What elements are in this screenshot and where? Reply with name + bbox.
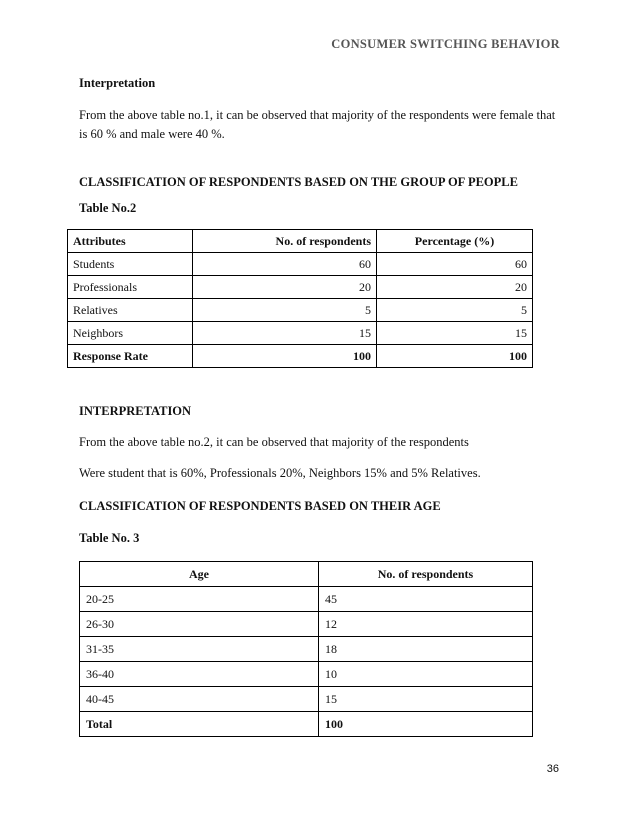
table-header-row (68, 230, 533, 253)
header-cell-attributes: Attributes (68, 230, 193, 253)
header-cell-age: Age (80, 562, 319, 587)
table-row (80, 687, 533, 712)
table-row (80, 637, 533, 662)
cell-respondents: 15 (319, 687, 533, 712)
table-label-3: Table No. 3 (79, 531, 140, 545)
table-row (68, 276, 533, 299)
cell-attribute: Neighbors (68, 322, 193, 345)
section-heading-group: CLASSIFICATION OF RESPONDENTS BASED ON THE GROUP OF PEOPLE (79, 175, 518, 189)
group-of-people-table (67, 229, 533, 368)
page-number: 36 (546, 763, 559, 775)
interpretation2-line-2: Were student that is 60%, Professionals 20%, Neighbors 15% and 5% Relatives. (79, 466, 481, 480)
table-row (68, 322, 533, 345)
table-row (68, 299, 533, 322)
cell-respondents: 45 (319, 587, 533, 612)
cell-respondents: 12 (319, 612, 533, 637)
cell-total-percentage: 100 (377, 345, 533, 368)
cell-respondents: 20 (193, 276, 377, 299)
cell-total-respondents: 100 (193, 345, 377, 368)
cell-respondents: 60 (193, 253, 377, 276)
header-cell-respondents: No. of respondents (319, 562, 533, 587)
cell-age: 36-40 (80, 662, 319, 687)
section-heading-age: CLASSIFICATION OF RESPONDENTS BASED ON THEIR AGE (79, 499, 441, 513)
interpretation2-line-1: From the above table no.2, it can be observed that majority of the respondents (79, 435, 469, 449)
cell-respondents: 18 (319, 637, 533, 662)
table-label-2: Table No.2 (79, 201, 137, 215)
running-header: CONSUMER SWITCHING BEHAVIOR (331, 37, 560, 51)
cell-age: 20-25 (80, 587, 319, 612)
table-row (68, 253, 533, 276)
interpretation-heading-2: INTERPRETATION (79, 404, 192, 418)
cell-attribute: Students (68, 253, 193, 276)
cell-respondents: 10 (319, 662, 533, 687)
table-header-row (80, 562, 533, 587)
table-total-row (80, 712, 533, 737)
cell-percentage: 5 (377, 299, 533, 322)
table-row (80, 587, 533, 612)
table-total-row (68, 345, 533, 368)
cell-percentage: 60 (377, 253, 533, 276)
interpretation-heading: Interpretation (79, 76, 156, 90)
interpretation-paragraph-line-2: is 60 % and male were 40 %. (79, 127, 225, 141)
header-cell-percentage: Percentage (%) (377, 230, 533, 253)
interpretation-paragraph-line-1: From the above table no.1, it can be observed that majority of the respondents were female that (79, 108, 556, 122)
age-table (79, 561, 533, 737)
cell-age: 26-30 (80, 612, 319, 637)
cell-percentage: 15 (377, 322, 533, 345)
cell-respondents: 5 (193, 299, 377, 322)
cell-total-label: Total (80, 712, 319, 737)
cell-attribute: Professionals (68, 276, 193, 299)
cell-respondents: 15 (193, 322, 377, 345)
cell-age: 31-35 (80, 637, 319, 662)
cell-percentage: 20 (377, 276, 533, 299)
table-row (80, 662, 533, 687)
cell-total-respondents: 100 (319, 712, 533, 737)
cell-attribute: Relatives (68, 299, 193, 322)
table-row (80, 612, 533, 637)
header-cell-respondents: No. of respondents (193, 230, 377, 253)
cell-age: 40-45 (80, 687, 319, 712)
cell-total-label: Response Rate (68, 345, 193, 368)
